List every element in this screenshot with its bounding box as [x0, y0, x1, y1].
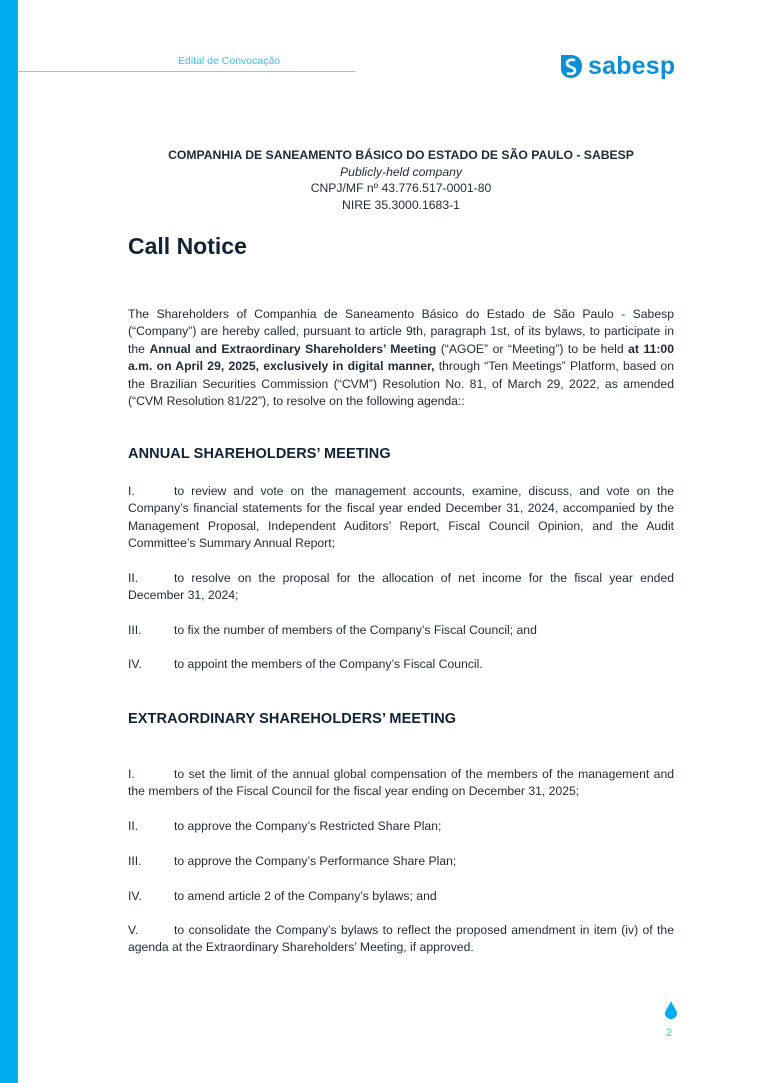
- extraordinary-item: [128, 818, 674, 835]
- item-text: to appoint the members of the Company’s Fiscal Council.: [174, 657, 483, 671]
- sabesp-s-drop-icon: [558, 52, 584, 80]
- item-text: to set the limit of the annual global compensation of the members of the management and the members of the Fiscal Council for the fiscal year ending on December 31, 2025;: [128, 767, 674, 799]
- annual-item: [128, 622, 674, 639]
- intro-text-2: (“AGOE” or “Meeting”) to be held: [436, 341, 629, 356]
- header-divider: [18, 71, 356, 72]
- annual-item: [128, 483, 674, 553]
- item-number: III.: [128, 623, 142, 637]
- sabesp-logo: [558, 51, 675, 81]
- item-text: to consolidate the Company’s bylaws to reflect the proposed amendment in item (iv) of the agenda at the Extraordinary Shareholders’ Meeting, if approved.: [128, 923, 674, 955]
- extraordinary-item: [128, 853, 674, 870]
- extraordinary-meeting-title: EXTRAORDINARY SHAREHOLDERS’ MEETING: [128, 711, 457, 727]
- document-type-label: Edital de Convocação: [178, 55, 281, 67]
- company-nire: NIRE 35.3000.1683-1: [342, 197, 460, 212]
- annual-item: [128, 656, 674, 673]
- extraordinary-item: [128, 888, 674, 905]
- extraordinary-item: [128, 766, 674, 801]
- item-text: to amend article 2 of the Company’s bylaws; and: [174, 889, 437, 903]
- intro-text-1: The Shareholders of Companhia de Saneamento Básico do Estado de São Paulo - Sabesp (“Company”) are hereby called, pursuant to article 9th, paragraph 1st, of its bylaws, to participate in the: [128, 307, 674, 356]
- intro-meeting-time: at 11:00 a.m. on April 29, 2025, exclusively in digital manner,: [128, 341, 674, 374]
- page-title: Call Notice: [128, 233, 247, 259]
- company-name: COMPANHIA DE SANEAMENTO BÁSICO DO ESTADO DE SÃO PAULO - SABESP: [168, 148, 634, 162]
- item-number: V.: [128, 923, 139, 937]
- item-text: to review and vote on the management accounts, examine, discuss, and vote on the Company’s financial statements for the fiscal year ended December 31, 2024, accompanied by the Management Proposal, Independent Auditors’ Report, Fiscal Council Opinion, and the Audit Committee’s Summary Annual Report;: [128, 484, 674, 551]
- annual-item: [128, 570, 674, 605]
- company-cnpj: CNPJ/MF nº 43.776.517-0001-80: [310, 181, 492, 195]
- item-number: IV.: [128, 657, 142, 671]
- intro-paragraph: [128, 306, 674, 410]
- logo-wordmark: sabesp: [588, 51, 676, 80]
- item-number: II.: [128, 571, 139, 585]
- item-text: to approve the Company’s Performance Share Plan;: [174, 854, 457, 868]
- extraordinary-item: [128, 922, 674, 957]
- water-drop-icon: [664, 1000, 678, 1020]
- intro-text-3: through “Ten Meetings” Platform, based on the Brazilian Securities Commission (“CVM”) Resolution No. 81, of March 29, 2022, as amended (“CVM Resolution 81/22”), to resolve on the following agenda::: [128, 359, 674, 409]
- annual-meeting-title: ANNUAL SHAREHOLDERS’ MEETING: [128, 446, 391, 462]
- item-text: to approve the Company’s Restricted Share Plan;: [174, 819, 442, 833]
- intro-meeting-name: Annual and Extraordinary Shareholders’ Meeting: [149, 341, 437, 356]
- left-accent-bar: [0, 0, 18, 1083]
- page-number: 2: [666, 1027, 673, 1039]
- item-number: I.: [128, 484, 135, 498]
- item-text: to resolve on the proposal for the allocation of net income for the fiscal year ended December 31, 2024;: [128, 571, 674, 603]
- item-number: III.: [128, 854, 142, 868]
- item-number: IV.: [128, 889, 142, 903]
- item-text: to fix the number of members of the Company’s Fiscal Council; and: [174, 623, 537, 637]
- item-number: I.: [128, 767, 135, 781]
- item-number: II.: [128, 819, 139, 833]
- company-type: Publicly-held company: [340, 164, 462, 179]
- company-info: [128, 147, 674, 213]
